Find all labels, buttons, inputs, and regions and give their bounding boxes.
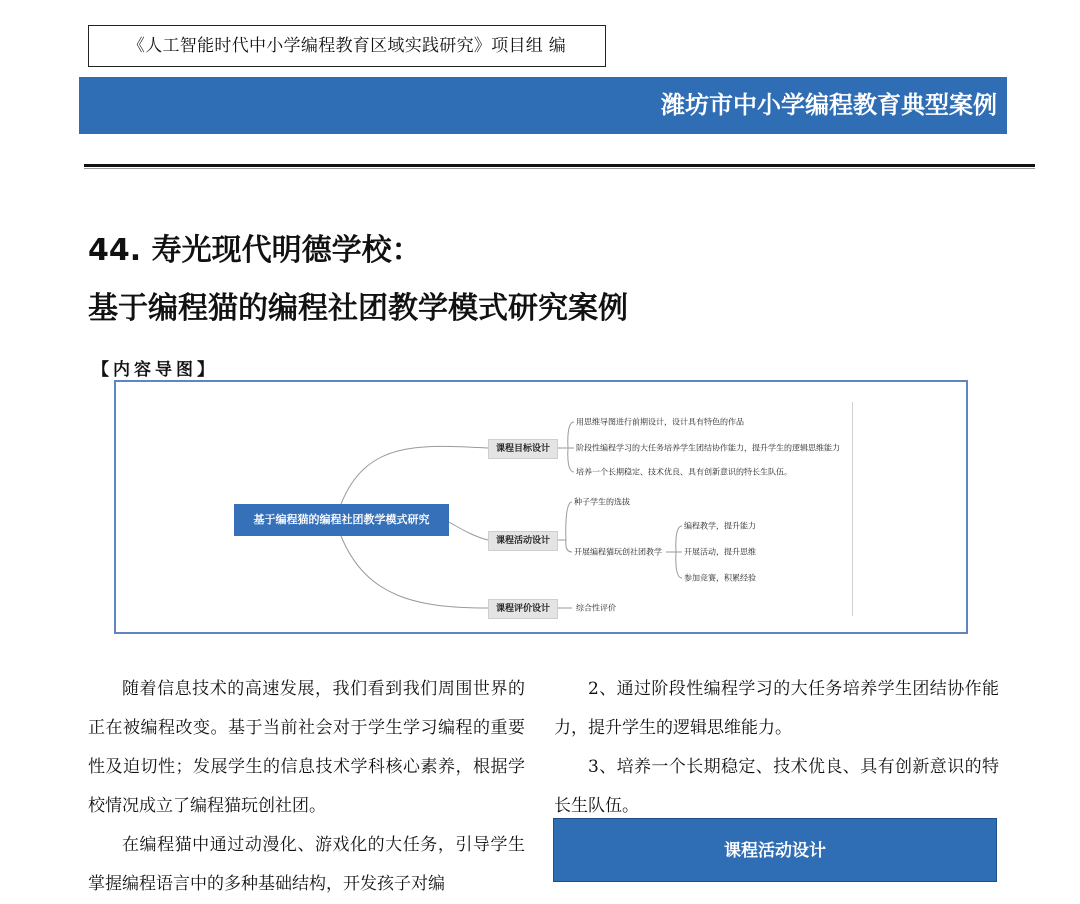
body-column-right (554, 670, 999, 826)
mindmap-figure (114, 380, 968, 634)
mindmap-branch-activity: 课程活动设计 (488, 531, 558, 551)
body-paragraph: 3、培养一个长期稳定、技术优良、具有创新意识的特长生队伍。 (554, 757, 999, 816)
mindmap-branch-goal: 课程目标设计 (488, 439, 558, 459)
body-paragraph: 在编程猫中通过动漫化、游戏化的大任务，引导学生掌握编程语言中的多种基础结构，开发孩子对编 (88, 835, 525, 894)
article-number-title: 44. 寿光现代明德学校： (88, 233, 422, 268)
header-divider-shadow (84, 168, 1035, 169)
mindmap-sub-leaf: 参加竞赛，积累经验 (684, 573, 756, 583)
editor-credit: 《人工智能时代中小学编程教育区域实践研究》项目组 编 (88, 25, 606, 67)
body-column-left (88, 670, 525, 904)
mindmap-leaf: 综合性评价 (576, 603, 616, 613)
mindmap-root-node: 基于编程猫的编程社团教学模式研究 (234, 504, 449, 536)
mindmap-divider (852, 402, 853, 616)
mindmap-sub-leaf: 编程教学，提升能力 (684, 521, 756, 531)
mindmap-leaf: 培养一个长期稳定、技术优良、具有创新意识的特长生队伍。 (576, 467, 792, 477)
connector-root-activity (449, 522, 488, 540)
mindmap-leaf: 种子学生的选拔 (574, 497, 630, 507)
header-divider (84, 164, 1035, 167)
body-paragraph: 2、通过阶段性编程学习的大任务培养学生团结协作能力，提升学生的逻辑思维能力。 (554, 679, 999, 738)
connector-root-eval (341, 536, 488, 608)
mindmap-sub-leaf: 开展活动，提升思维 (684, 547, 756, 557)
mindmap-branch-eval: 课程评价设计 (488, 599, 558, 619)
series-title-banner: 潍坊市中小学编程教育典型案例 (79, 77, 1007, 134)
connector-root-goal (341, 446, 488, 504)
mindmap-leaf: 阶段性编程学习的大任务培养学生团结协作能力，提升学生的逻辑思维能力 (576, 443, 840, 453)
section-heading-banner: 课程活动设计 (553, 818, 997, 882)
article-subtitle: 基于编程猫的编程社团教学模式研究案例 (88, 291, 628, 326)
mindmap-leaf: 用思维导图进行前期设计，设计具有特色的作品 (576, 417, 744, 427)
body-paragraph: 随着信息技术的高速发展，我们看到我们周围世界的正在被编程改变。基于当前社会对于学生学习编程的重要性及迫切性；发展学生的信息技术学科核心素养，根据学校情况成立了编程猫玩创社团。 (88, 679, 525, 816)
mindmap-section-label: 【内容导图】 (92, 360, 218, 380)
mindmap-leaf: 开展编程猫玩创社团教学 (574, 547, 662, 557)
